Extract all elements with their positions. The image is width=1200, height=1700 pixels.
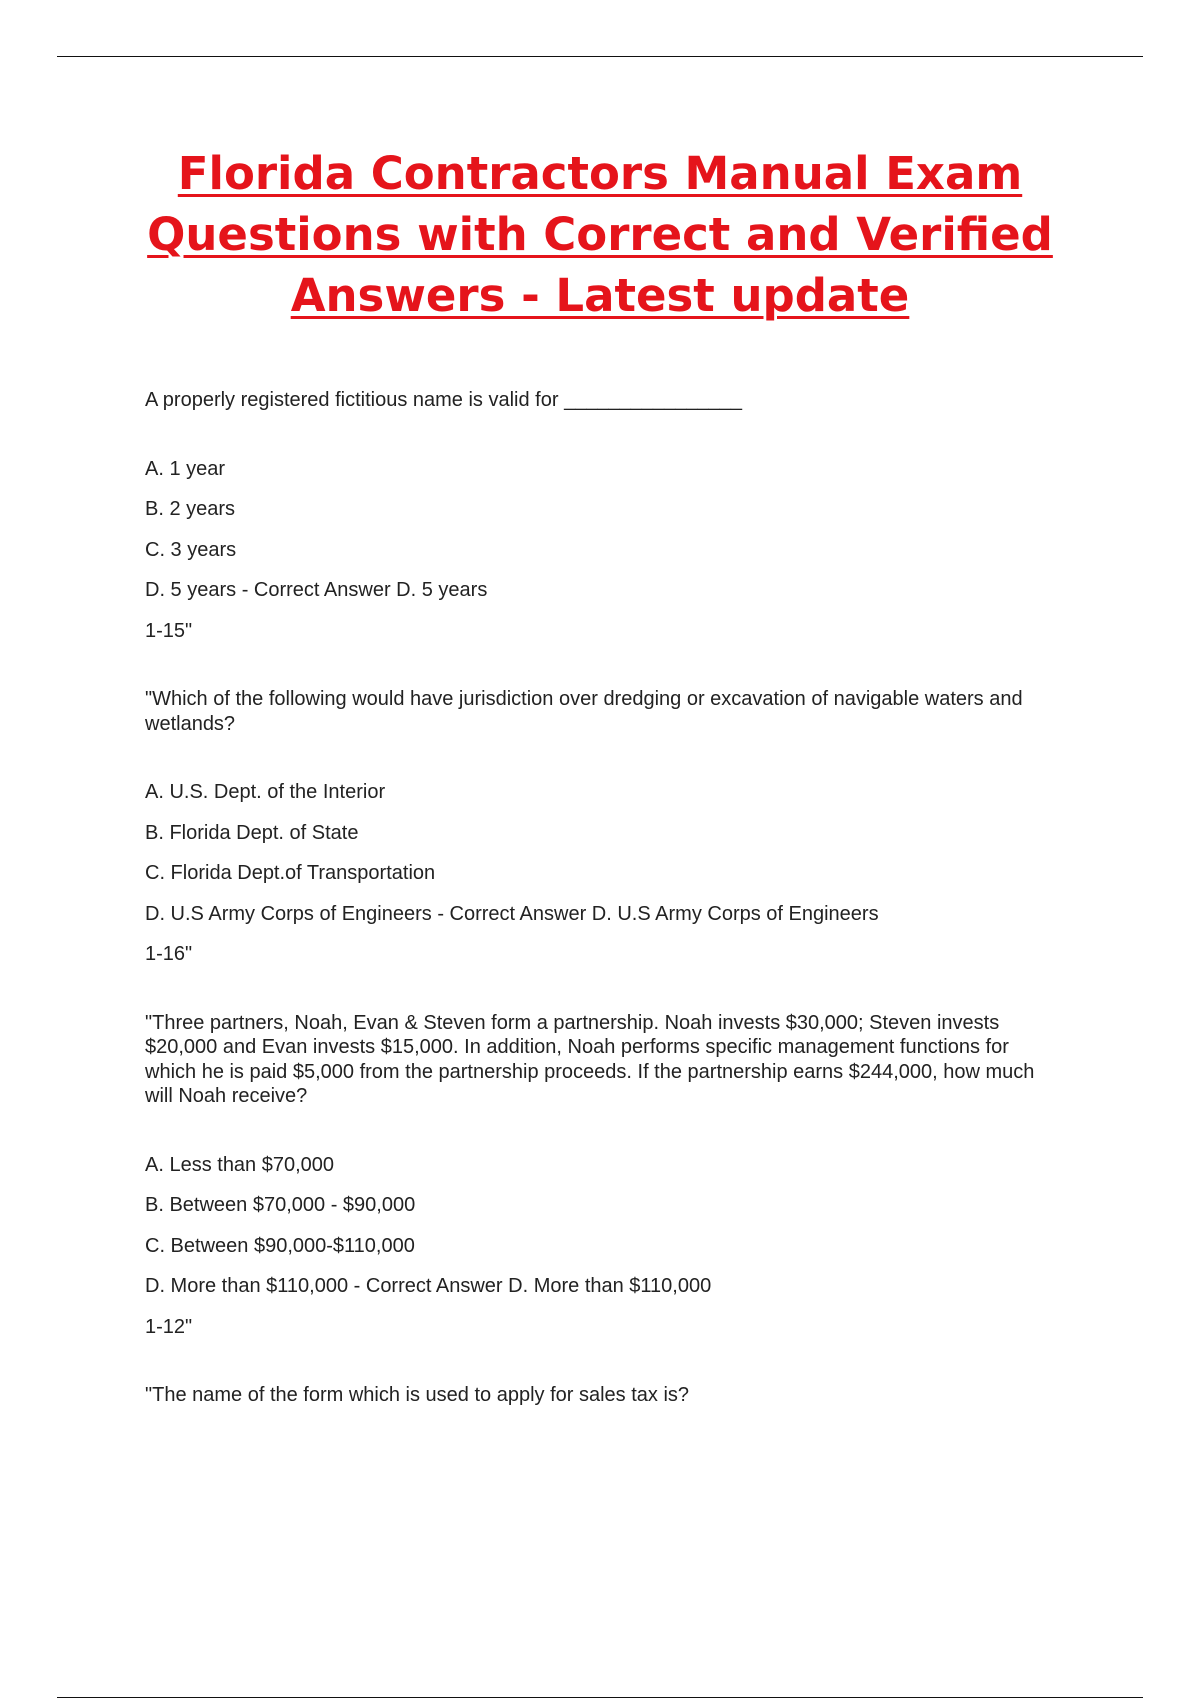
answer-option-a: A. U.S. Dept. of the Interior — [145, 781, 386, 803]
question-text: A properly registered fictitious name is valid for ________________ — [145, 389, 743, 411]
question-reference: 1-16" — [145, 943, 193, 965]
question-text: "Which of the following would have jurisdiction over dredging or excavation of navigable waters and wetlands? — [145, 688, 1023, 735]
answer-option-d: D. U.S Army Corps of Engineers - Correct Answer D. U.S Army Corps of Engineers — [145, 902, 879, 925]
answer-option-a: A. Less than $70,000 — [145, 1153, 335, 1176]
answer-option-c: C. 3 years — [145, 538, 237, 561]
answer-option-b: B. 2 years — [145, 498, 236, 520]
answer-option-b: B. Florida Dept. of State — [145, 821, 359, 844]
answer-option-b: B. Between $70,000 - $90,000 — [145, 1194, 416, 1216]
top-divider — [57, 56, 1143, 57]
answer-option-d: D. 5 years - Correct Answer D. 5 years — [145, 579, 488, 601]
answer-option-a: A. 1 year — [145, 457, 226, 480]
answer-option-c: C. Between $90,000-$110,000 — [145, 1234, 415, 1257]
question-3 — [145, 1011, 1065, 1340]
question-reference: 1-12" — [145, 1315, 193, 1338]
question-text: "The name of the form which is used to apply for sales tax is? — [145, 1384, 690, 1406]
document-title: Florida Contractors Manual Exam Questions with Correct and Verified Answers - Latest update — [147, 147, 1053, 322]
question-list — [145, 388, 1065, 1452]
question-reference: 1-15" — [145, 619, 193, 642]
question-text: "Three partners, Noah, Evan & Steven form a partnership. Noah invests $30,000; Steven invests $20,000 and Evan invests $15,000. In addition, Noah performs specific management functions for which he is paid $5,000 from the partnership proceeds. If the partnership earns $244,000, how much will Noah receive? — [145, 1011, 1035, 1107]
question-4 — [145, 1383, 1065, 1408]
answer-option-c: C. Florida Dept.of Transportation — [145, 862, 436, 884]
answer-option-d: D. More than $110,000 - Correct Answer D. More than $110,000 — [145, 1275, 712, 1297]
question-1 — [145, 388, 1065, 643]
question-2 — [145, 687, 1065, 967]
bottom-divider — [57, 1697, 1143, 1698]
